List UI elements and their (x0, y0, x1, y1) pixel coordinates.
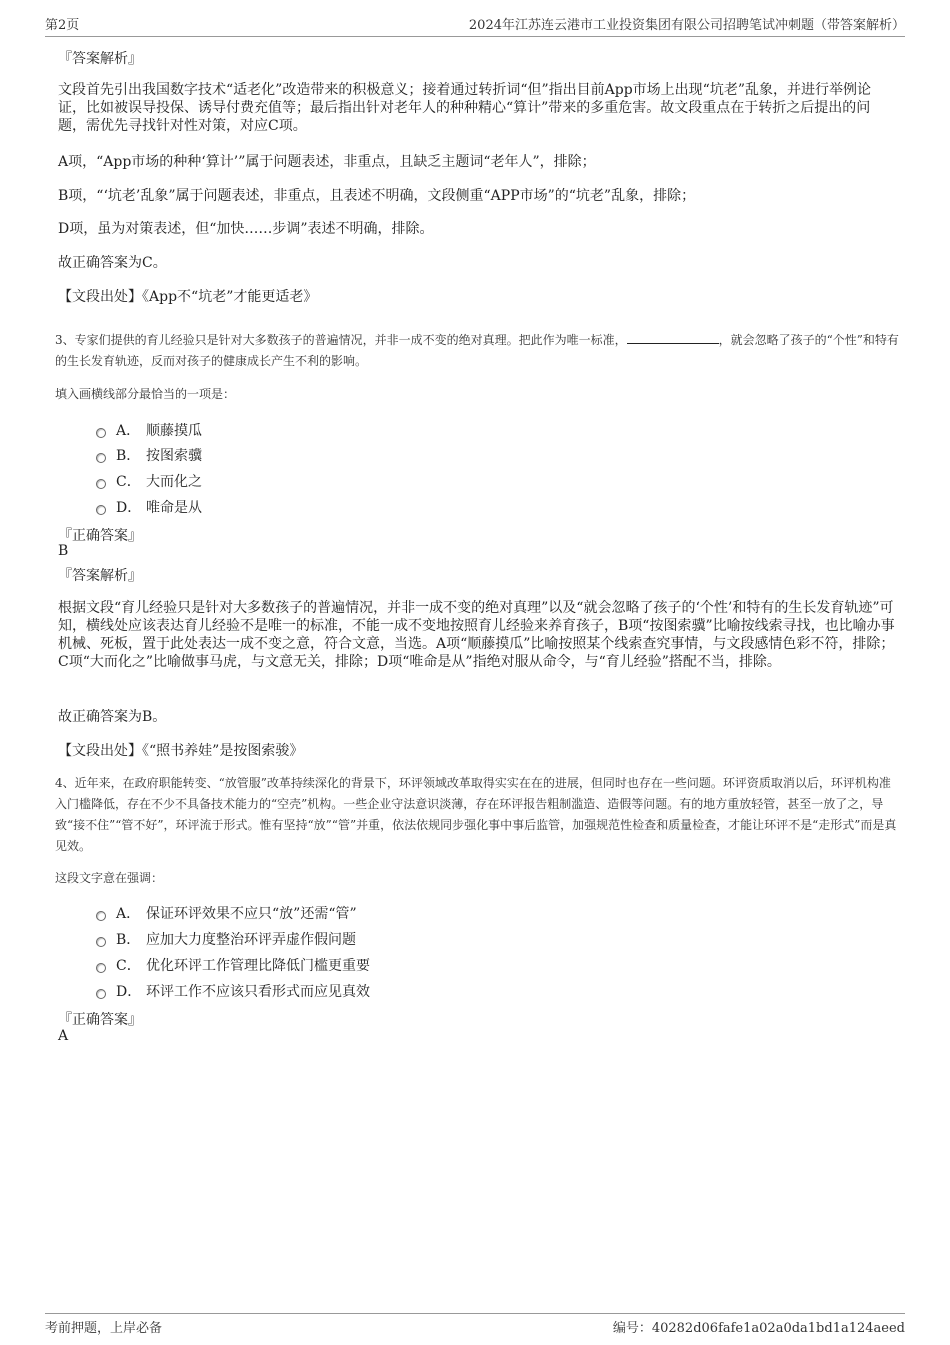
option-text: 顺藤摸瓜 (146, 423, 202, 439)
q3-blank (627, 331, 719, 344)
option-letter: B． (116, 932, 141, 948)
q4-answer: A (58, 1028, 69, 1044)
q4-option-c[interactable] (96, 955, 370, 975)
option-text: 环评工作不应该只看形式而应见真效 (146, 984, 370, 1000)
q4-option-a[interactable] (96, 903, 357, 923)
q2-option-a-note: A项，“App市场的种种‘算计’”属于问题表述，非重点，且缺乏主题词“老年人”，排除； (58, 154, 596, 170)
q3-stem (55, 330, 900, 372)
option-text: 保证环评效果不应只“放”还需“管” (146, 906, 357, 922)
option-text: 应加大力度整治环评弄虚作假问题 (146, 932, 356, 948)
option-letter: C． (116, 958, 141, 974)
document-title: 2024年江苏连云港市工业投资集团有限公司招聘笔试冲刺题（带答案解析） (468, 18, 905, 33)
option-letter: A． (116, 423, 141, 439)
q4-option-d[interactable] (96, 981, 370, 1001)
q2-source: 【文段出处】《App不“坑老”才能更适老》 (58, 289, 318, 305)
option-text: 唯命是从 (146, 500, 202, 516)
q2-analysis: 文段首先引出我国数字技术“适老化”改造带来的积极意义；接着通过转折词“但”指出目前App市场上出现“坑老”乱象，并进行举例论证，比如被误导投保、诱导付费充值等；最后指出针对老年人的种种精心“算计”带来的多重危害。故文段重点在于转折之后提出的问题，需优先寻找针对性对策，对应C项。 (58, 82, 871, 134)
footer-code-label: 编号： (612, 1321, 652, 1336)
q2-conclusion: 故正确答案为C。 (58, 255, 167, 271)
radio-icon[interactable] (96, 911, 106, 921)
q3-stem-after: ，就会忽略了孩子的“个性”和特有的生长发育轨迹，反而对孩子的健康成长产生不利的影响。 (55, 333, 899, 368)
q3-analysis-mark: 『答案解析』 (58, 568, 142, 584)
q4-option-b[interactable] (96, 929, 356, 949)
q3-option-c[interactable] (96, 471, 202, 491)
option-letter: C． (116, 474, 141, 490)
footer-code (613, 1317, 905, 1336)
radio-icon[interactable] (96, 428, 106, 438)
option-text: 按图索骥 (146, 448, 202, 464)
radio-icon[interactable] (96, 937, 106, 947)
q4-prompt: 这段文字意在强调： (55, 871, 164, 885)
q3-source: 【文段出处】《“照书养娃”是按图索骏》 (58, 743, 304, 759)
q3-answer: B (58, 543, 69, 559)
q2-option-b-note: B项，“‘坑老’乱象”属于问题表述，非重点，且表述不明确，文段侧重“APP市场”的“坑老”乱象，排除； (58, 188, 696, 204)
radio-icon[interactable] (96, 453, 106, 463)
q3-option-a[interactable] (96, 420, 202, 440)
option-letter: D． (116, 984, 142, 1000)
radio-icon[interactable] (96, 989, 106, 999)
option-letter: D． (116, 500, 142, 516)
option-text: 优化环评工作管理比降低门槛更重要 (146, 958, 370, 974)
q2-analysis-mark: 『答案解析』 (58, 51, 142, 67)
radio-icon[interactable] (96, 479, 106, 489)
q3-option-d[interactable] (96, 497, 202, 517)
footer-code-value: 40282d06fafe1a02a0da1bd1a124aeed (651, 1321, 905, 1336)
q2-option-d-note: D项，虽为对策表述，但“加快……步调”表述不明确，排除。 (58, 221, 434, 237)
page-header (45, 14, 905, 37)
page-footer (45, 1313, 905, 1336)
q4-stem: 4、近年来，在政府职能转变、“放管服”改革持续深化的背景下，环评领域改革取得实实在在的进展，但同时也存在一些问题。环评资质取消以后，环评机构准入门槛降低，存在不少不具备技术能力的“空壳”机构。一些企业守法意识淡薄，存在环评报告粗制滥造、造假等问题。有的地方重放轻管，甚至一放了之，导致“接不住”“管不好”，环评流于形式。惟有坚持“放”“管”并重，依法依规同步强化事中事后监管，加强规范性检查和质量检查，才能让环评不是“走形式”而是真见效。 (55, 776, 897, 853)
q3-answer-mark: 『正确答案』 (58, 528, 142, 544)
radio-icon[interactable] (96, 963, 106, 973)
option-letter: B． (116, 448, 141, 464)
option-text: 大而化之 (146, 474, 202, 490)
q3-conclusion: 故正确答案为B。 (58, 709, 167, 725)
q3-prompt: 填入画横线部分最恰当的一项是： (55, 387, 236, 401)
page-number: 第2页 (45, 18, 80, 33)
q3-analysis: 根据文段“育儿经验只是针对大多数孩子的普遍情况，并非一成不变的绝对真理”以及“就会忽略了孩子的‘个性’和特有的生长发育轨迹”可知，横线处应该表达育儿经验不是唯一的标准，不能一成不变地按照育儿经验来养育孩子，B项“按图索骥”比喻按线索寻找，也比喻办事机械、死板，置于此处表达一成不变之意，符合文意，当选。A项“顺藤摸瓜”比喻按照某个线索查究事情，与文段感情色彩不符，排除；C项“大而化之”比喻做事马虎，与文意无关，排除；D项“唯命是从”指绝对服从命令，与“育儿经验”搭配不当，排除。 (58, 600, 895, 670)
q3-option-b[interactable] (96, 445, 202, 465)
radio-icon[interactable] (96, 505, 106, 515)
q3-stem-before: 3、专家们提供的育儿经验只是针对大多数孩子的普遍情况，并非一成不变的绝对真理。把此作为唯一标准， (55, 333, 627, 347)
option-letter: A． (116, 906, 141, 922)
q4-answer-mark: 『正确答案』 (58, 1012, 142, 1028)
footer-slogan: 考前押题，上岸必备 (45, 1321, 163, 1336)
